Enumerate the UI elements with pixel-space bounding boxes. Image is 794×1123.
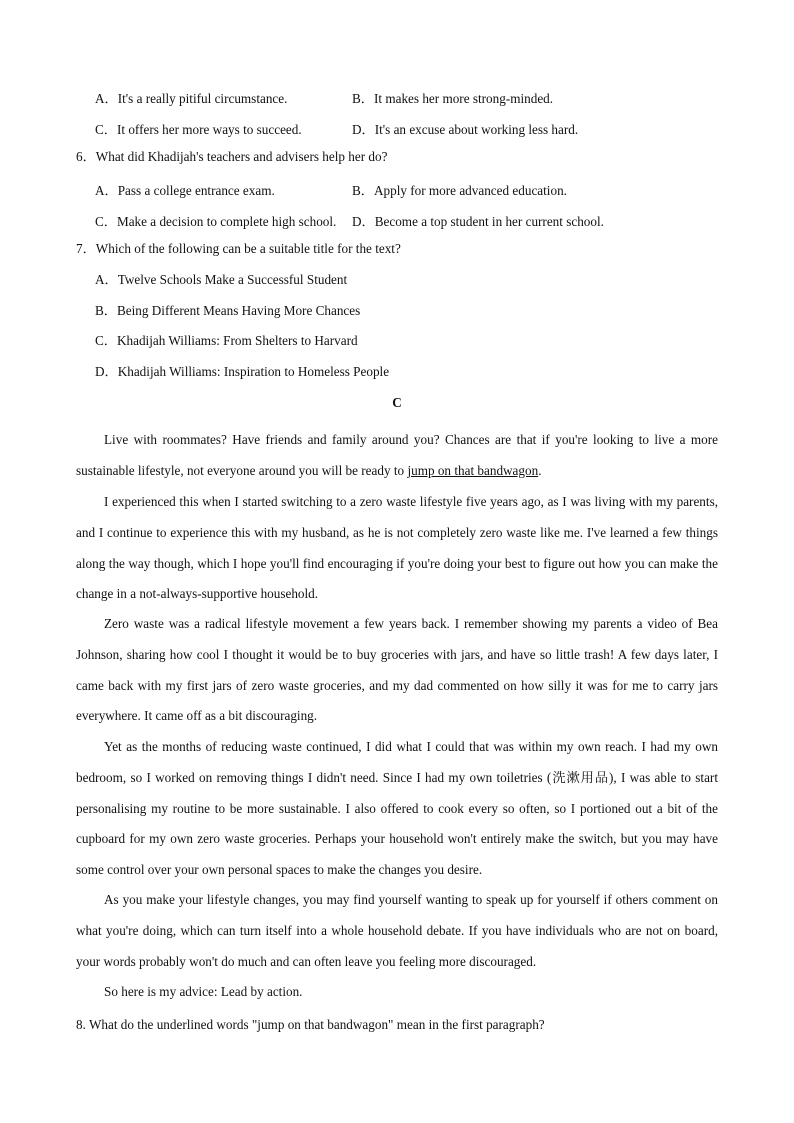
q5-option-b: B．It makes her more strong-minded. bbox=[352, 91, 554, 106]
q7-option-c: C．Khadijah Williams: From Shelters to Harvard bbox=[95, 333, 358, 348]
q7-stem: 7．Which of the following can be a suitable title for the text? bbox=[76, 241, 401, 256]
passage-paragraph-2: I experienced this when I started switching to a zero waste lifestyle five years ago, as I was living with my parents, and I continue to experience this with my husband, as he is not completely zero waste like me. I've learned a few things along the way though, which I hope you'll find encouraging if you're doing your best to figure out how you can make the change in a not-always-supportive household. bbox=[76, 494, 718, 602]
q6-stem: 6．What did Khadijah's teachers and advisers help her do? bbox=[76, 149, 388, 164]
paragraph-1-end: . bbox=[538, 462, 542, 478]
q6-option-d: D．Become a top student in her current school. bbox=[352, 214, 604, 229]
passage-paragraph-3: Zero waste was a radical lifestyle movement a few years back. I remember showing my parents a video of Bea Johnson, sharing how cool I thought it would be to buy groceries with jars, and have so little trash! A few days later, I came back with my first jars of zero waste groceries, and my dad commented on how silly it was for me to carry jars everywhere. It came off as a bit discouraging. bbox=[76, 616, 718, 724]
q5-option-d: D．It's an excuse about working less hard. bbox=[352, 122, 579, 137]
q5-options-row-2 bbox=[95, 119, 735, 135]
q6-options-row-1 bbox=[95, 180, 735, 196]
q6-option-b: B．Apply for more advanced education. bbox=[352, 183, 567, 198]
q8-stem: 8. What do the underlined words "jump on that bandwagon" mean in the first paragraph? bbox=[76, 1017, 545, 1032]
q7-option-d: D．Khadijah Williams: Inspiration to Homeless People bbox=[95, 364, 390, 379]
q5-option-c: C．It offers her more ways to succeed. bbox=[95, 122, 302, 137]
passage-paragraph-4: Yet as the months of reducing waste continued, I did what I could that was within my own reach. I had my own bedroom, so I worked on removing things I didn't need. Since I had my own toiletries (洗漱用品), I was able to start personalising my routine to be more sustainable. I also offered to cook every so often, so I portioned out a bit of the cupboard for my own zero waste groceries. Perhaps your household won't entirely make the switch, but you may have some control over your own personal spaces to make the changes you desire. bbox=[76, 739, 718, 878]
passage-paragraph-1 bbox=[76, 425, 718, 487]
section-c-heading: C bbox=[392, 395, 402, 410]
q5-option-a: A．It's a really pitiful circumstance. bbox=[95, 91, 288, 106]
q6-option-a: A．Pass a college entrance exam. bbox=[95, 183, 275, 198]
paragraph-1-text: Live with roommates? Have friends and family around you? Chances are that if you're looking to live a more sustainable lifestyle, not everyone around you will be ready to bbox=[76, 432, 718, 478]
q5-options-row-1 bbox=[95, 88, 735, 104]
q6-options-row-2 bbox=[95, 211, 735, 227]
q7-option-b: B．Being Different Means Having More Chances bbox=[95, 303, 361, 318]
q6-option-c: C．Make a decision to complete high school. bbox=[95, 214, 337, 229]
passage-paragraph-6: So here is my advice: Lead by action. bbox=[104, 984, 303, 999]
q7-option-a: A．Twelve Schools Make a Successful Student bbox=[95, 272, 348, 287]
passage-paragraph-5: As you make your lifestyle changes, you may find yourself wanting to speak up for yourself if others comment on what you're doing, which can turn itself into a whole household debate. If you have individuals who are not on board, your words probably won't do much and can often leave you feeling more discouraged. bbox=[76, 892, 718, 969]
underlined-phrase: jump on that bandwagon bbox=[407, 462, 539, 478]
